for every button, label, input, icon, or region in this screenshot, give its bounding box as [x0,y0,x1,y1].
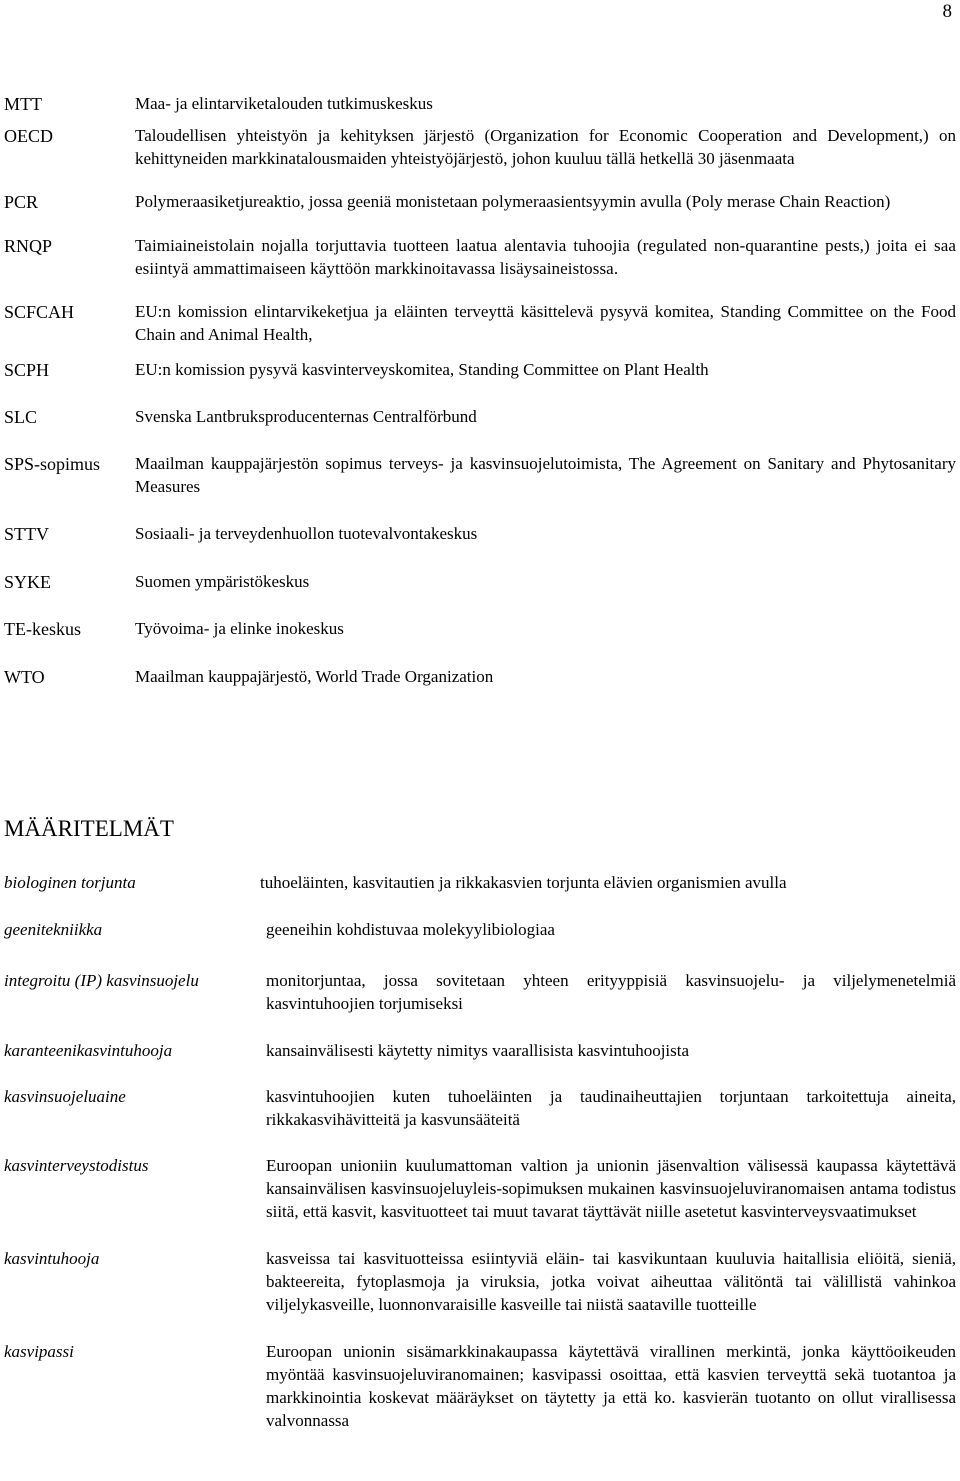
definition-row [4,1154,956,1223]
abbreviation-row [4,522,956,546]
abbreviation-definition: EU:n komission elintarvikeketjua ja eläinten terveyttä käsittelevä pysyvä komitea, Standing Committee on the Food Chain and Animal Health, [135,302,956,344]
abbreviation-list [4,92,956,689]
abbreviation-term: SCPH [4,360,50,380]
abbreviation-row [4,452,956,498]
definition-row [4,871,956,894]
definition-term: kasvinsuojeluaine [4,1087,126,1106]
abbreviation-row [4,405,956,429]
definition-text: Euroopan unionin sisämarkkinakaupassa käytettävä virallinen merkintä, jonka käyttöoikeuden myöntää kasvinsuojeluviranomainen; kasvipassi osoittaa, että kasvien terveyttä sekä tuotantoa ja markkinointia koskevat määräykset on täytetty ja että ko. kasvierän tuotanto on ollut virallisessa valvonnassa [266,1342,956,1430]
definition-text: geeneihin kohdistuvaa molekyylibiologiaa [266,920,555,939]
definition-text: kansainvälisesti käytetty nimitys vaarallisista kasvintuhoojista [266,1041,690,1060]
definition-term: kasvintuhooja [4,1249,100,1268]
abbreviation-term: MTT [4,94,42,114]
abbreviation-row [4,617,956,641]
definition-term: kasvipassi [4,1342,74,1361]
abbreviation-definition: Maailman kauppajärjestö, World Trade Organization [135,667,494,686]
definition-text: monitorjuntaa, jossa sovitetaan yhteen erityyppisiä kasvinsuojelu- ja viljelymenetelmiä kasvintuhoojien torjumiseksi [266,971,956,1013]
abbreviation-row [4,124,956,170]
definition-row [4,969,956,1015]
abbreviation-term: WTO [4,667,45,687]
abbreviation-row [4,665,956,689]
abbreviation-term: SPS-sopimus [4,454,101,474]
definition-row [4,1247,956,1316]
abbreviation-definition: Sosiaali- ja terveydenhuollon tuotevalvontakeskus [135,524,478,543]
abbreviation-definition: Svenska Lantbruksproducenternas Centralförbund [135,407,477,426]
definition-row [4,1340,956,1432]
definition-row [4,1085,956,1131]
abbreviation-term: SYKE [4,572,52,592]
abbreviation-row [4,234,956,280]
definition-text: Euroopan unioniin kuulumattoman valtion ja unionin jäsenvaltion välisessä kaupassa käytettävä kansainvälisen kasvinsuojeluyleis-sopimuksen mukainen kasvinsuojeluviranomaisen antama todistus siitä, että kasvit, kasvituotteet tai muut tavarat täyttävät niille asetetut kasvinterveysvaatimukset [266,1156,956,1221]
abbreviation-term: OECD [4,126,53,146]
abbreviation-row [4,190,956,214]
abbreviation-term: SCFCAH [4,302,75,322]
abbreviation-definition: Maa- ja elintarviketalouden tutkimuskeskus [135,94,433,113]
abbreviation-definition: Taimiaineistolain nojalla torjuttavia tuotteen laatua alentavia tuhoojia (regulated non-quarantine pests,) joita ei saa esiintyä ammattimaiseen käyttöön markkinoitavassa lisäysaineistossa. [135,236,956,278]
page-number: 8 [942,1,952,22]
abbreviation-term: RNQP [4,236,53,256]
definition-text: kasvintuhoojien kuten tuhoeläinten ja taudinaiheuttajien torjuntaan tarkoitettuja aineita, rikkakasvihävitteitä ja kasvunsääteitä [266,1087,956,1129]
definition-term: karanteenikasvintuhooja [4,1041,173,1060]
abbreviation-row [4,570,956,594]
abbreviation-term: STTV [4,524,49,544]
abbreviation-term: SLC [4,407,38,427]
abbreviation-row [4,300,956,346]
abbreviation-definition: Työvoima- ja elinke inokeskus [135,619,344,638]
abbreviation-row [4,358,956,382]
abbreviation-term: PCR [4,192,39,212]
abbreviation-definition: Polymeraasiketjureaktio, jossa geeniä monistetaan polymeraasientsyymin avulla (Poly merase Chain Reaction) [135,192,891,211]
abbreviation-definition: EU:n komission pysyvä kasvinterveyskomitea, Standing Committee on Plant Health [135,360,709,379]
definition-text: kasveissa tai kasvituotteissa esiintyviä eläin- tai kasvikuntaan kuuluvia haitallisia eliöitä, sieniä, bakteereita, fytoplasmoja ja viruksia, jotka voivat aiheuttaa välitöntä tai välillistä vahinkoa viljelykasveille, luonnonvaraisille kasveille tai niistä saataville tuotteille [266,1249,956,1314]
abbreviation-definition: Suomen ympäristökeskus [135,572,310,591]
abbreviation-row [4,92,956,116]
definition-term: biologinen torjunta [4,873,136,892]
definition-text: tuhoeläinten, kasvitautien ja rikkakasvien torjunta elävien organismien avulla [260,873,787,892]
definitions-title: MÄÄRITELMÄT [4,816,174,841]
abbreviation-definition: Maailman kauppajärjestön sopimus terveys- ja kasvinsuojelutoimista, The Agreement on Sanitary and Phytosanitary Measures [135,454,956,496]
definition-row [4,918,956,941]
definition-term: geenitekniikka [4,920,103,939]
definition-term: kasvinterveystodistus [4,1156,149,1175]
definition-term: integroitu (IP) kasvinsuojelu [4,971,199,990]
abbreviation-definition: Taloudellisen yhteistyön ja kehityksen järjestö (Organization for Economic Cooperation and Development,) on kehittyneiden markkinatalousmaiden yhteistyöjärjestö, johon kuuluu tällä hetkellä 30 jäsenmaata [135,126,956,168]
definition-row [4,1039,956,1062]
definition-list [4,871,956,1432]
abbreviation-term: TE-keskus [4,619,81,639]
